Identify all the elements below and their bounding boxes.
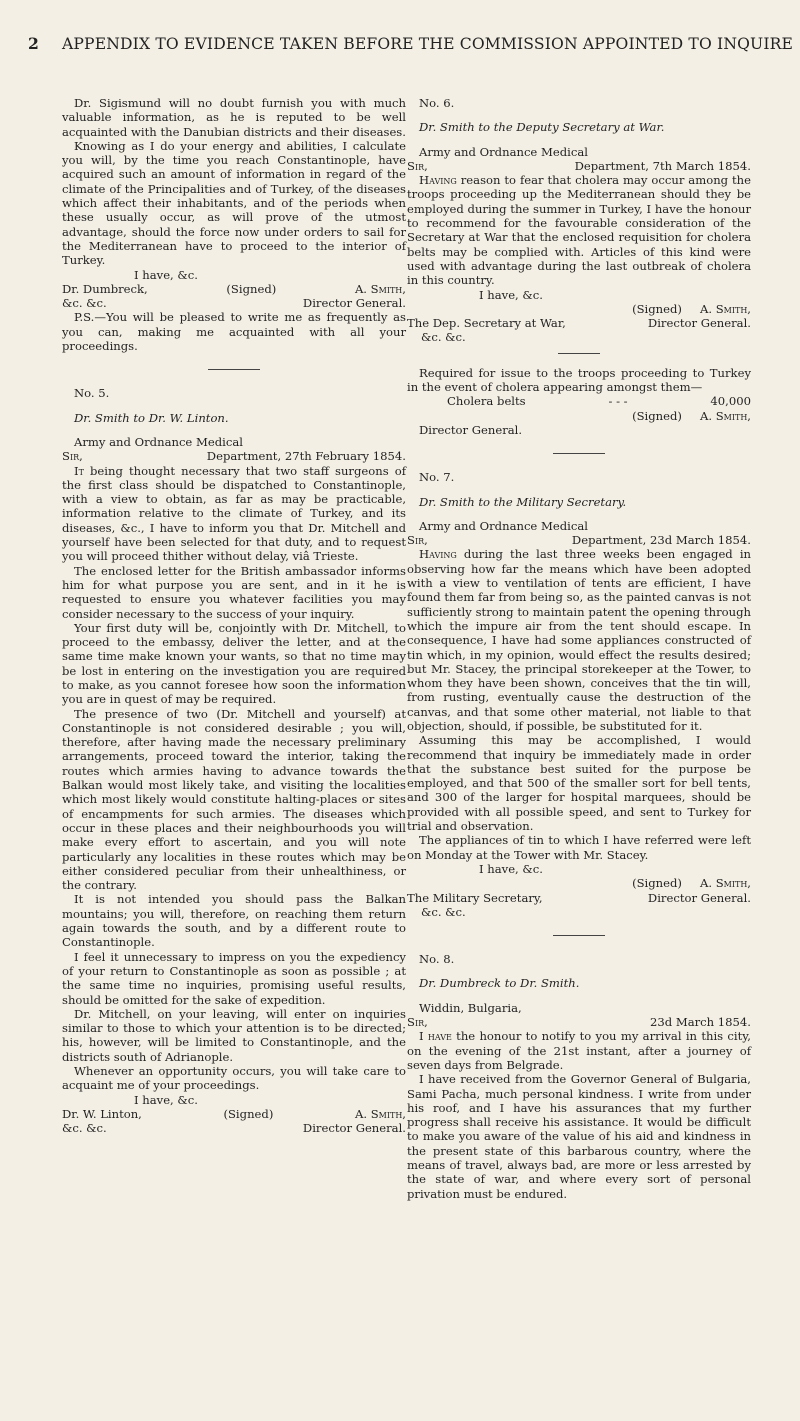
salutation: Sir, — [407, 1015, 428, 1030]
signature-row — [62, 1107, 406, 1121]
department: Army and Ordnance Medical — [74, 434, 243, 449]
signatory: A. Smith, — [699, 301, 751, 316]
addressee-etc: &c. &c. — [421, 330, 466, 345]
salutation-row — [407, 159, 751, 173]
paragraph: The appliances of tin to which I have referred were left on Monday at the Tower with Mr. Stacey. — [407, 833, 751, 862]
closing: I have, &c. — [479, 861, 543, 876]
paragraph: Dr. Mitchell, on your leaving, will enter on inquiries similar to those to which your attention is to be directed; his, however, will be limited to Constantinople, and the districts south of Adrianople. — [62, 1006, 406, 1064]
dateline: Department, 23d March 1854. — [571, 533, 751, 548]
addressee: The Dep. Secretary at War, — [407, 316, 566, 331]
addressee: The Military Secretary, — [407, 890, 543, 905]
addressee-etc: &c. &c. — [62, 1121, 107, 1136]
signed-label: (Signed) — [632, 408, 682, 423]
paragraph: It being thought necessary that two staff surgeons of the first class should be dispatched to Constantinople, with a view to obtain, as far as may be practicable, information relative to the climate of Turkey, and its diseases, &c., I have to inform you that Dr. Mitchell and yourself have been selected for that duty, and to request you will proceed thither without delay, viâ Trieste. — [62, 463, 406, 564]
requisition-item: Cholera belts — [447, 394, 526, 409]
dateline: Department, 27th February 1854. — [206, 449, 406, 464]
addressee-etc: &c. &c. — [421, 904, 466, 919]
requisition-dashes: - - - — [608, 394, 628, 409]
letter-title: Dr. Smith to the Military Secretary. — [419, 494, 627, 509]
paragraph: I have the honour to notify to you my arrival in this city, on the evening of the 21st instant, after a journey of seven days from Belgrade. — [407, 1029, 751, 1072]
signature-row — [407, 316, 751, 330]
paragraph: The enclosed letter for the British ambassador informs him for what purpose you are sent, and in it he is requested to ensure you whatever facilities you may consider necessary to the success of your inquiry. — [62, 563, 406, 621]
postscript: P.S.—You will be pleased to write me as frequently as you can, making me acquainted with all your proceedings. — [62, 310, 406, 354]
paragraph: I feel it unnecessary to impress on you the expediency of your return to Constantinople as soon as possible ; at the same time no inquiries, promising useful results, should be omitted for the sake of expedition. — [62, 949, 406, 1007]
salutation-row — [62, 449, 406, 463]
header-title: APPENDIX TO EVIDENCE TAKEN BEFORE THE COMMISSION APPOINTED TO INQUIRE — [62, 35, 794, 53]
right-column — [407, 96, 751, 1201]
salutation-row — [407, 1015, 751, 1029]
letter-number: No. 8. — [419, 952, 455, 967]
signature-row — [407, 302, 751, 316]
signed-label: (Signed) — [632, 301, 682, 316]
signature-row — [62, 296, 406, 310]
letter-title: Dr. Dumbreck to Dr. Smith. — [419, 976, 580, 991]
signatory-title: Director General. — [302, 1121, 406, 1136]
signatory-title: Director General. — [302, 296, 406, 311]
letter-title: Dr. Smith to Dr. W. Linton. — [74, 410, 229, 425]
signature-row — [62, 282, 406, 296]
letter-number: No. 7. — [419, 470, 455, 485]
signed-label: (Signed) — [223, 1106, 274, 1121]
signatory: A. Smith, — [699, 408, 751, 423]
letter-number: No. 6. — [419, 96, 455, 110]
signature-row — [62, 1121, 406, 1135]
salutation-row — [407, 533, 751, 547]
closing: I have, &c. — [479, 287, 543, 302]
section-divider — [558, 353, 600, 354]
running-header — [28, 34, 794, 53]
paragraph: Knowing as I do your energy and abilities, I calculate you will, by the time you reach Constantinople, have acquired such an amount of information in regard of the climate of the Principalities and of Turkey, of the diseases which affect their inhabitants, and of the periods when these usually occur, as will prove of the utmost advantage, should the force now under orders to sail for the Mediterranean have to proceed to the interior of Turkey. — [62, 138, 406, 268]
addressee-etc: &c. &c. — [62, 296, 107, 311]
signatory-title: Director General. — [647, 890, 751, 905]
signed-label: (Signed) — [632, 876, 682, 891]
signatory: A. Smith, — [354, 1106, 406, 1121]
addressee: Dr. W. Linton, — [62, 1106, 142, 1121]
paragraph: Assuming this may be accomplished, I would recommend that inquiry be immediately made in order that the substance best suited for the purpose be employed, and that 500 of the smaller sort for bell tents, and 300 of the larger for hospital marquees, should be provided with all possible speed, and sent to Turkey for trial and observation. — [407, 733, 751, 834]
signature-row — [407, 891, 751, 905]
salutation: Sir, — [62, 449, 83, 464]
signatory-title: Director General. — [419, 422, 523, 437]
department: Army and Ordnance Medical — [419, 144, 588, 159]
closing: I have, &c. — [134, 1092, 198, 1107]
section-divider — [553, 935, 605, 936]
closing: I have, &c. — [134, 267, 198, 282]
paragraph: I have received from the Governor General of Bulgaria, Sami Pacha, much personal kindness. I write from under his roof, and I have his assurances that my further progress shall receive his assistance. It would be difficult to make you aware of the value of his aid and kindness in the present state of this barbarous country, where the means of travel, always bad, are more or less arrested by the state of war, and where every sort of personal privation must be endured. — [407, 1072, 751, 1201]
left-column — [62, 96, 406, 1135]
signatory: A. Smith, — [699, 876, 751, 891]
letter-title: Dr. Smith to the Deputy Secretary at War. — [419, 120, 665, 135]
signed-label: (Signed) — [226, 281, 277, 296]
requisition-text: Required for issue to the troops proceeding to Turkey in the event of cholera appearing amongst them— — [407, 365, 751, 395]
signatory: A. Smith, — [354, 281, 406, 296]
paragraph: Your first duty will be, conjointly with Dr. Mitchell, to proceed to the embassy, deliver the letter, and at the same time make known your wants, so that no time may be lost in entering on the investigation you are required to make, as you cannot foresee how soon the information you are in quest of may be required. — [62, 620, 406, 707]
paragraph: Dr. Sigismund will no doubt furnish you with much valuable information, as he is reputed to be well acquainted with the Danubian districts and their diseases. — [62, 96, 406, 139]
section-divider — [208, 369, 260, 370]
dateline: Department, 7th March 1854. — [574, 158, 751, 173]
department: Army and Ordnance Medical — [419, 518, 588, 533]
place: Widdin, Bulgaria, — [419, 1000, 522, 1015]
salutation: Sir, — [407, 533, 428, 548]
letter-number: No. 5. — [74, 386, 110, 401]
signature-row — [407, 409, 751, 423]
page-number: 2 — [28, 34, 40, 53]
paragraph: Having reason to fear that cholera may occur among the troops proceeding up the Mediterranean should they be employed during the summer in Turkey, I have the honour to recommend for the favourable consideration of the Secretary at War that the enclosed requisition for cholera belts may be complied with. Articles of this kind were used with advantage during the last outbreak of cholera in this country. — [407, 173, 751, 288]
section-divider — [553, 453, 605, 454]
requisition-quantity: 40,000 — [710, 394, 751, 409]
signature-row — [407, 876, 751, 890]
signatory-title: Director General. — [647, 316, 751, 331]
dateline: 23d March 1854. — [649, 1015, 751, 1030]
paragraph: It is not intended you should pass the Balkan mountains; you will, therefore, on reaching them return again towards the south, and by a different route to Constantinople. — [62, 892, 406, 950]
paragraph: The presence of two (Dr. Mitchell and yourself) at Constantinople is not considered desirable ; you will, therefore, after having made the necessary preliminary arrangements, proceed toward the interior, taking the routes which armies having to advance towards the Balkan would most likely take, and visiting the localities which most likely would constitute halting-places or sites of encampments for such armies. The diseases which occur in these places and their neighbourhoods you will make every effort to ascertain, and you will note particularly any localities in these routes which may be either considered peculiar from their unhealthiness, or the contrary. — [62, 706, 406, 893]
requisition-line — [407, 394, 751, 408]
paragraph: Having during the last three weeks been engaged in observing how far the means which have been adopted with a view to ventilation of tents are efficient, I have found them far from being so, as the painted canvas is not sufficiently strong to maintain patent the opening through which the impure air from the tent should escape. In consequence, I have had some appliances constructed of tin which, in my opinion, would effect the results desired; but Mr. Stacey, the principal storekeeper at the Tower, to whom they have been shown, conceives that the tin will, from rusting, eventually cause the destruction of the canvas, and that some other material, not liable to that objection, should, if possible, be substituted for it. — [407, 547, 751, 733]
paragraph: Whenever an opportunity occurs, you will take care to acquaint me of your proceedings. — [62, 1064, 406, 1093]
addressee: Dr. Dumbreck, — [62, 281, 148, 296]
salutation: Sir, — [407, 158, 428, 173]
